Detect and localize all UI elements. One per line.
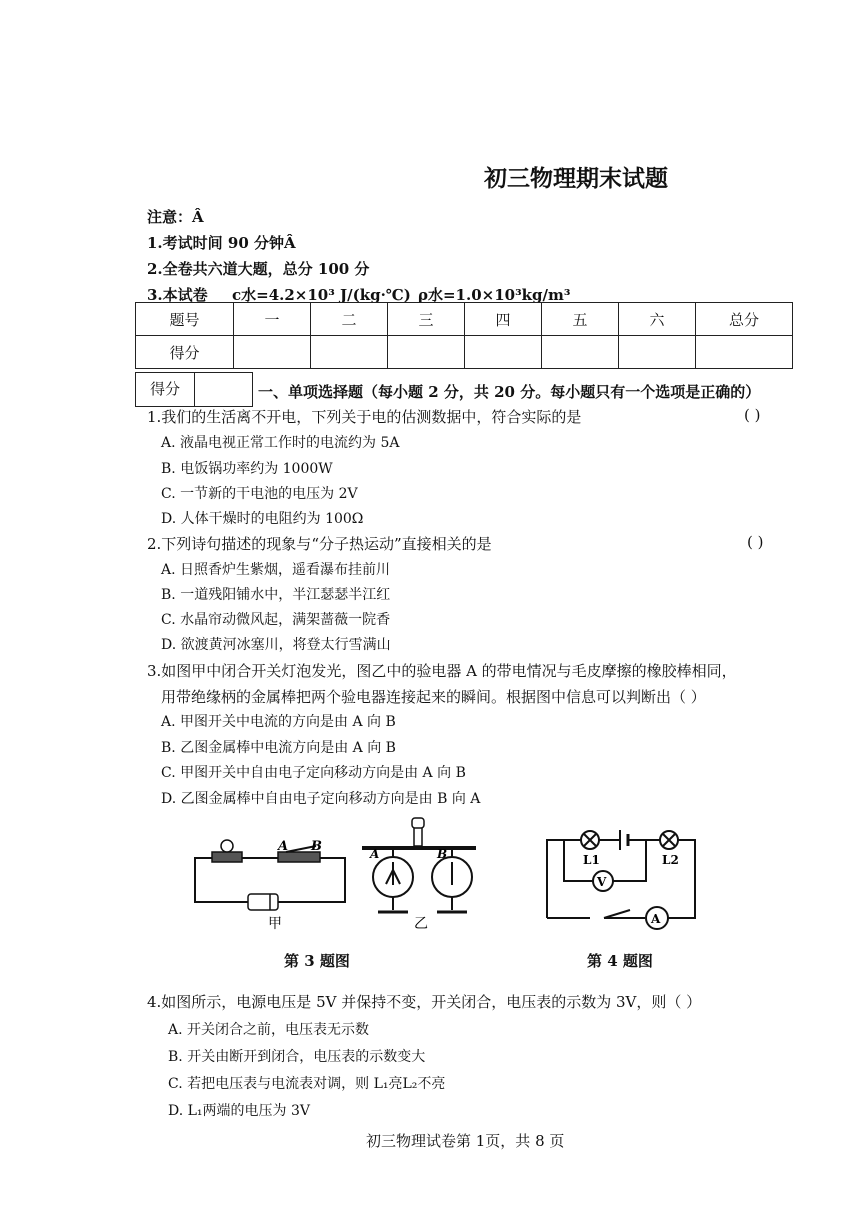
score-header-cell: 六 (619, 303, 696, 336)
ammeter-icon (646, 907, 668, 929)
question-1-answer-paren: ( ) (744, 406, 761, 424)
question-2-answer-paren: ( ) (747, 533, 764, 551)
page-title: 初三物理期末试题 (484, 165, 668, 192)
lamp-l2-icon (660, 831, 678, 849)
score-header-cell: 四 (465, 303, 542, 336)
question-4-option-c: C. 若把电压表与电流表对调，则 L₁亮L₂不亮 (168, 1076, 446, 1092)
score-header-cell: 总分 (696, 303, 793, 336)
figure-4-caption: 第 4 题图 (587, 952, 653, 970)
fig4-label-l1: L1 (583, 853, 600, 867)
score-header-cell: 三 (388, 303, 465, 336)
score-row-label: 得分 (136, 336, 234, 369)
question-2-option-c: C. 水晶帘动微风起，满架蔷薇一院香 (161, 612, 391, 628)
question-4-option-d: D. L₁两端的电压为 3V (168, 1103, 311, 1119)
score-header-cell: 一 (234, 303, 311, 336)
question-3-option-d: D. 乙图金属棒中自由电子定向移动方向是由 B 向 A (161, 791, 481, 807)
score-header-cell: 二 (311, 303, 388, 336)
question-1-stem: 1.我们的生活离不开电，下列关于电的估测数据中，符合实际的是 (147, 408, 582, 426)
notes-line-3-label: 3.本试卷 (147, 286, 208, 304)
question-1-option-d: D. 人体干燥时的电阻约为 100Ω (161, 511, 364, 527)
fig3-label-jia: 甲 (268, 916, 282, 932)
question-1-option-a: A. 液晶电视正常工作时的电流约为 5A (161, 435, 400, 451)
ammeter-label: A (651, 912, 661, 926)
question-3-option-c: C. 甲图开关中自由电子定向移动方向是由 A 向 B (161, 765, 466, 781)
fig3-label-b: B (311, 839, 322, 854)
question-1-option-b: B. 电饭锅功率约为 1000W (161, 461, 333, 477)
notes-water-specific-heat: c水=4.2×10³ J/(kg·℃) (232, 286, 411, 304)
question-3-option-b: B. 乙图金属棒中电流方向是由 A 向 B (161, 740, 396, 756)
lamp-icon (212, 840, 242, 862)
section-score-label: 得分 (136, 373, 195, 406)
question-2-stem: 2.下列诗句描述的现象与“分子热运动”直接相关的是 (147, 535, 492, 553)
battery-icon (248, 894, 278, 910)
fig3-label-yi: 乙 (414, 916, 428, 932)
fig3-electroscope-b-label: B (437, 847, 448, 861)
question-3-stem: 3.如图甲中闭合开关灯泡发光，图乙中的验电器 A 的带电情况与毛皮摩擦的橡胶棒相同， (147, 662, 737, 680)
voltmeter-icon (593, 871, 613, 891)
notes-heading: 注意：Â (147, 208, 204, 226)
question-2-option-b: B. 一道残阳铺水中，半江瑟瑟半江红 (161, 587, 391, 603)
question-3-option-a: A. 甲图开关中电流的方向是由 A 向 B (161, 714, 396, 730)
fig3-label-a: A (278, 839, 289, 854)
score-header-cell: 题号 (136, 303, 234, 336)
page-footer: 初三物理试卷第 1页，共 8 页 (366, 1132, 565, 1150)
question-2-option-a: A. 日照香炉生紫烟，遥看瀑布挂前川 (161, 562, 391, 578)
question-2-option-d: D. 欲渡黄河冰塞川，将登太行雪满山 (161, 637, 391, 653)
section-1-title: 一、单项选择题（每小题 2 分，共 20 分。每小题只有一个选项是正确的） (258, 383, 761, 401)
notes-line-1: 1.考试时间 90 分钟Â (147, 234, 296, 252)
question-4-stem: 4.如图所示，电源电压是 5V 并保持不变，开关闭合，电压表的示数为 3V，则（ ） (147, 993, 702, 1011)
question-3-stem-continued: 用带绝缘柄的金属棒把两个验电器连接起来的瞬间。根据图中信息可以判断出（ ） (161, 688, 706, 706)
notes-line-2: 2.全卷共六道大题，总分 100 分 (147, 260, 370, 278)
fig4-label-l2: L2 (662, 853, 679, 867)
question-1-option-c: C. 一节新的干电池的电压为 2V (161, 486, 358, 502)
voltmeter-label: V (597, 875, 607, 889)
insulating-handle-icon (412, 818, 424, 846)
notes-water-density: ρ水=1.0×10³kg/m³ (418, 286, 571, 304)
lamp-l1-icon (581, 831, 599, 849)
fig3-electroscope-a-label: A (370, 847, 380, 861)
question-4-option-a: A. 开关闭合之前，电压表无示数 (168, 1022, 370, 1038)
question-4-option-b: B. 开关由断开到闭合，电压表的示数变大 (168, 1049, 426, 1065)
score-header-cell: 五 (542, 303, 619, 336)
figure-3-caption: 第 3 题图 (284, 952, 350, 970)
